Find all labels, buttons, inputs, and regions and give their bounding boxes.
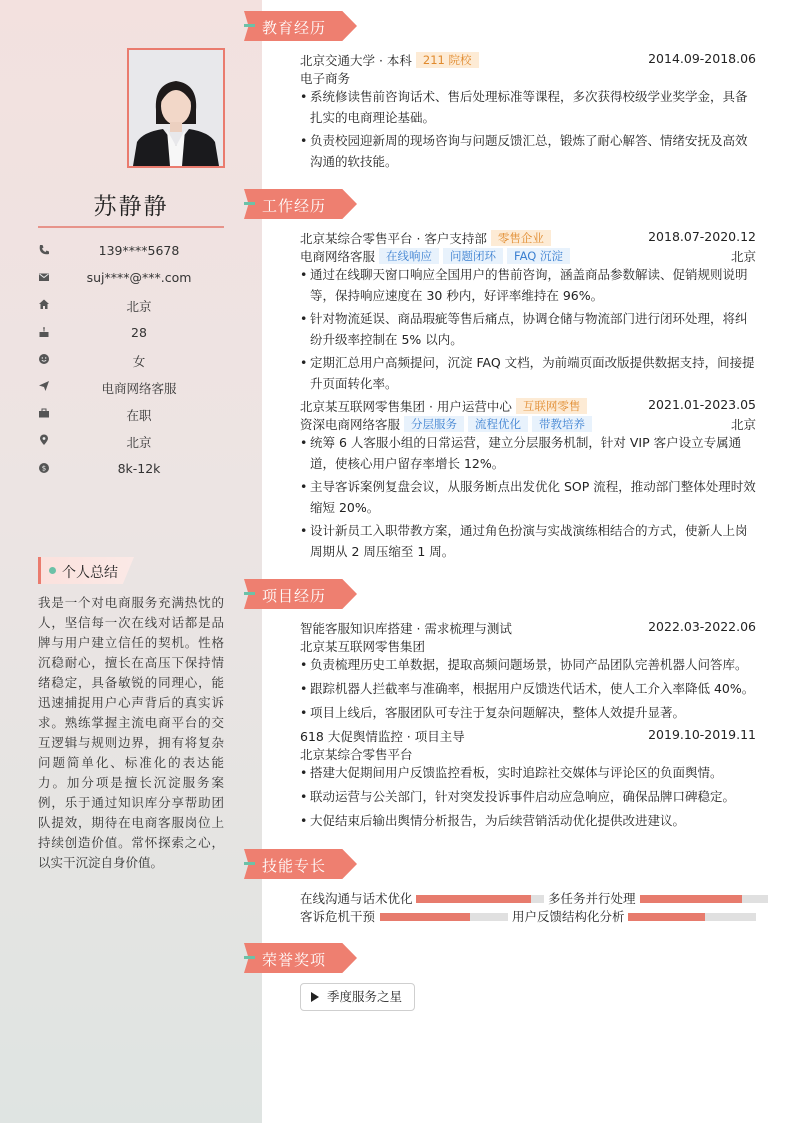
briefcase-icon [38,407,50,419]
skill-tag: 带教培养 [532,416,592,432]
info-text: 8k-12k [117,460,161,476]
skill-name: 客诉危机干预 [300,909,376,924]
profile-photo [127,48,225,168]
skill-name: 在线沟通与话术优化 [300,891,413,906]
project-name: 智能客服知识库搭建 · 需求梳理与测试 [300,621,512,636]
major: 电子商务 [300,71,351,86]
skill-item [300,889,544,907]
project-date: 2019.10-2019.11 [648,727,756,742]
bullet-item: • 设计新员工入职带教方案，通过角色扮演与实战演练相结合的方式，使新人上岗周期从 2 周压缩至 1 周。 [300,523,748,559]
info-home [38,295,224,322]
work-heading [244,189,357,219]
company-tag: 零售企业 [491,230,551,246]
heading-tick [244,202,255,205]
award-badge [300,983,415,1011]
bullet-item: • 跟踪机器人拦截率与准确率，根据用户反馈迭代话术，使人工介入率降低 40%。 [300,681,755,696]
awards-heading [244,943,357,973]
bullet-item: • 负责梳理历史工单数据，提取高频问题场景，协同产品团队完善机器人问答库。 [300,657,748,672]
education-date: 2014.09-2018.06 [648,51,756,66]
work-date: 2021.01-2023.05 [648,397,756,412]
summary-text: 我是一个对电商服务充满热忱的人，坚信每一次在线对话都是品牌与用户建立信任的契机。性格沉稳耐心，擅长在高压下保持情绪稳定，具备敏锐的同理心，能迅速捕捉用户心声背后的真实诉求。熟练掌握主流电商平台的交互逻辑与规则边界，拥有将复杂问题简单化、标准化的表达能力。加分项是擅长沉淀服务案例，乐于通过知识库分享帮助团队提效，期待在电商客服岗位上持续创造价值。常怀探索之心，以实干沉淀自身价值。 [38,595,224,870]
project-org-row [300,745,756,763]
skill-bar-track [640,895,768,903]
location-icon [38,434,50,446]
bullet-item: • 针对物流延误、商品瑕疵等售后痛点，协调仓储与物流部门进行闭环处理，将纠纷升级率控制在 5% 以内。 [300,311,748,347]
project-date: 2022.03-2022.06 [648,619,756,634]
sidebar [0,0,262,1123]
info-text: 北京 [126,435,152,451]
section-title: 荣誉奖项 [262,951,327,969]
info-position [38,377,224,404]
heading-accent-bar [38,557,41,584]
phone-icon [38,244,50,256]
skill-bar-track [380,913,508,921]
skill-bar-track [628,913,756,921]
bullet-item: • 通过在线聊天窗口响应全国用户的售前咨询，涵盖商品参数解读、促销规则说明等，保持响应速度在 30 秒内，好评率维持在 96%。 [300,267,748,303]
info-text: 在职 [126,408,152,424]
info-text: 28 [131,324,147,340]
email-icon [38,271,50,283]
role: 资深电商网络客服 [300,417,401,432]
company-name: 北京某互联网零售集团 · 用户运营中心 [300,399,512,414]
project-entry-header [300,727,756,745]
work-entry-header [300,229,756,247]
school-name: 北京交通大学 · 本科 [300,53,412,68]
skills-heading [244,849,357,879]
heading-tick [244,956,255,959]
projects-heading [244,579,357,609]
bullet-item: • 大促结束后输出舆情分析报告，为后续营销活动优化提供改进建议。 [300,813,686,828]
bullet-item: • 系统修读售前咨询话术、售后处理标准等课程，多次获得校级学业奖学金，具备扎实的电商理论基础。 [300,89,748,125]
award-name: 季度服务之星 [327,989,403,1004]
info-text: 女 [132,353,146,369]
home-icon [38,298,50,310]
skill-item [548,889,768,907]
skill-tag: FAQ 沉淀 [507,248,570,264]
project-org-row [300,637,756,655]
bullet-item: • 联动运营与公关部门，针对突发投诉事件启动应急响应，确保品牌口碑稳定。 [300,789,736,804]
work-role-row [300,415,756,433]
send-icon [38,380,50,392]
dot-icon [49,567,56,574]
skill-tag: 在线响应 [379,248,439,264]
bullet-item: • 搭建大促期间用户反馈监控看板，实时追踪社交媒体与评论区的负面舆情。 [300,765,723,780]
project-org: 北京某综合零售平台 [300,747,413,762]
info-text: 北京 [126,299,152,315]
education-entry-header [300,51,756,69]
project-org: 北京某互联网零售集团 [300,639,426,654]
education-major-row [300,69,756,87]
section-title: 项目经历 [262,587,327,605]
summary-heading [38,557,134,584]
work-entry-header [300,397,756,415]
skill-item [512,907,756,925]
bullet-item: • 主导客诉案例复盘会议，从服务断点出发优化 SOP 流程，推动部门整体处理时效缩短 20%。 [300,479,756,515]
play-icon [311,992,319,1002]
section-title: 教育经历 [262,19,327,37]
skill-bar-fill [416,895,531,903]
work-date: 2018.07-2020.12 [648,229,756,244]
work-role-row [300,247,756,265]
heading-tick [244,592,255,595]
project-entry-header [300,619,756,637]
info-location [38,431,224,458]
education-heading [244,11,357,41]
work-city: 北京 [730,417,756,432]
heading-tick [244,24,255,27]
info-status [38,404,224,431]
contact-info-list [38,241,224,486]
info-email [38,268,224,295]
info-text: 电商网络客服 [101,380,177,396]
heading-tick [244,862,255,865]
info-text: suj****@***.com [86,270,192,286]
bullet-item: • 统筹 6 人客服小组的日常运营，建立分层服务机制，针对 VIP 客户设立专属通道，使核心用户留存率增长 12%。 [300,435,742,471]
skill-bar-fill [628,913,705,921]
work-city: 北京 [730,249,756,264]
skill-name: 多任务并行处理 [548,891,636,906]
skill-item [300,907,508,925]
info-salary [38,459,224,486]
bullet-item: • 定期汇总用户高频提问，沉淀 FAQ 文档，为前端页面改版提供数据支持，间接提升页面转化率。 [300,355,755,391]
section-title: 工作经历 [262,197,327,215]
company-name: 北京某综合零售平台 · 客户支持部 [300,231,487,246]
info-age [38,323,224,350]
name-divider [38,226,224,228]
skill-name: 用户反馈结构化分析 [512,909,625,924]
school-tag: 211 院校 [416,52,479,68]
bullet-item: • 负责校园迎新周的现场咨询与问题反馈汇总，锻炼了耐心解答、情绪安抚及高效沟通的软技能。 [300,133,748,169]
skill-bar-fill [380,913,470,921]
project-name: 618 大促舆情监控 · 项目主导 [300,729,465,744]
info-phone [38,241,224,268]
portrait-image [129,50,223,166]
skill-bar-track [416,895,544,903]
skill-tag: 问题闭环 [443,248,503,264]
svg-text:$: $ [41,464,47,473]
info-gender [38,350,224,377]
bullet-item: • 项目上线后，客服团队可专注于复杂问题解决，整体人效提升显著。 [300,705,686,720]
summary-title: 个人总结 [62,565,118,581]
money-icon [38,462,50,474]
cake-icon [38,326,50,338]
skill-tag: 分层服务 [404,416,464,432]
skill-bar-fill [640,895,742,903]
company-tag: 互联网零售 [516,398,588,414]
candidate-name: 苏静静 [93,194,169,220]
smile-icon [38,353,50,365]
skill-tag: 流程优化 [468,416,528,432]
role: 电商网络客服 [300,249,376,264]
section-title: 技能专长 [262,857,327,875]
info-text: 139****5678 [98,243,180,258]
